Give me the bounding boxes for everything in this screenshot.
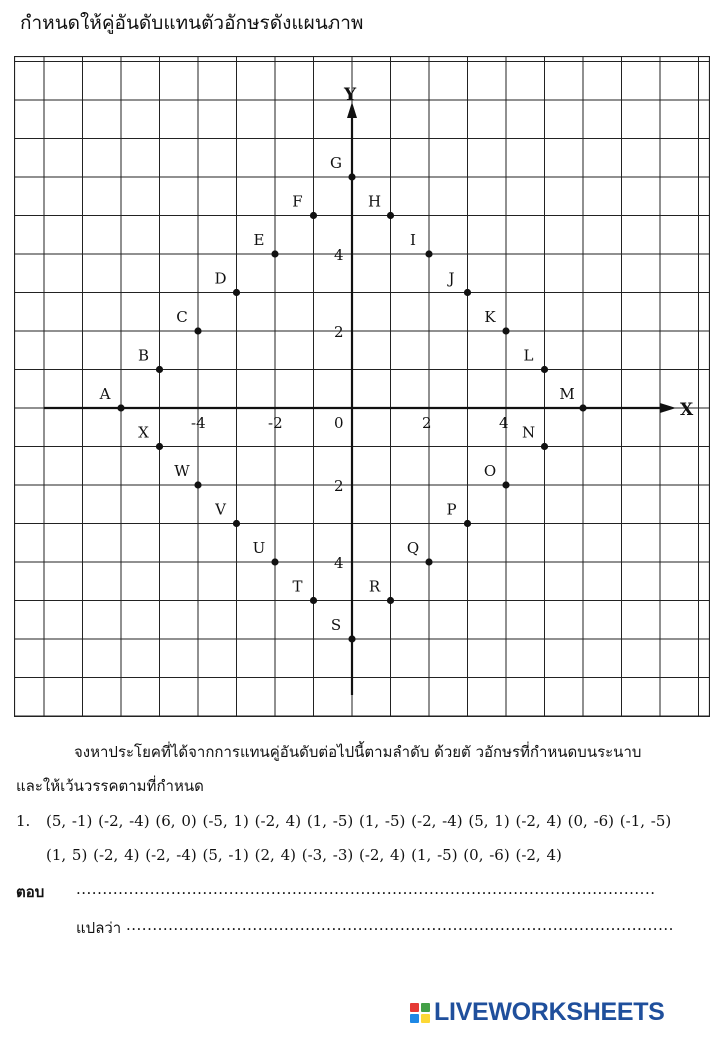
point-c [194, 327, 201, 334]
y-tick-label: 4 [334, 246, 344, 264]
point-l [541, 366, 548, 373]
point-label-j: J [448, 269, 455, 288]
page-title: กำหนดให้คู่อันดับแทนตัวอักษรดังแผนภาพ [20, 12, 364, 34]
point-label-i: I [410, 231, 416, 249]
point-label-p: P [446, 500, 457, 519]
point-b [156, 366, 163, 373]
y-tick-label: 4 [334, 554, 344, 572]
question-number: 1. [16, 812, 31, 830]
point-label-c: C [176, 308, 188, 326]
meaning-label: แปลว่า [76, 919, 122, 937]
point-s [348, 635, 355, 642]
point-label-b: B [137, 346, 150, 365]
point-d [233, 289, 240, 296]
question-coordinates-line-1: (5, -1) (-2, -4) (6, 0) (-5, 1) (-2, 4) (1, -5) (1, -5) (-2, -4) (5, 1) (-2, 4) (0, -6) (-1, -5) [46, 812, 672, 830]
coordinate-grid [14, 56, 710, 717]
point-label-u: U [252, 539, 266, 557]
instruction-line-2: และให้เว้นวรรคตามที่กำหนด [16, 777, 204, 795]
point-m [579, 404, 586, 411]
x-axis-label: X [680, 400, 694, 420]
point-label-k: K [484, 308, 496, 326]
point-g [348, 173, 355, 180]
point-label-r: R [368, 577, 381, 596]
point-n [541, 443, 548, 450]
point-x [156, 443, 163, 450]
point-t [310, 597, 317, 604]
meaning-input-line[interactable]: ........................................................................................................ [126, 916, 674, 934]
point-a [117, 404, 124, 411]
y-tick-label: 2 [334, 323, 344, 341]
point-label-m: M [559, 385, 575, 403]
point-v [233, 520, 240, 527]
y-axis-label: Y [344, 85, 357, 105]
logo-icon [410, 1003, 430, 1023]
point-u [271, 558, 278, 565]
x-tick-label: -2 [268, 414, 283, 432]
point-label-a: A [99, 385, 111, 403]
point-label-f: F [292, 192, 303, 211]
point-label-g: G [330, 154, 342, 172]
point-r [387, 597, 394, 604]
point-e [271, 250, 278, 257]
point-k [502, 327, 509, 334]
point-q [425, 558, 432, 565]
point-label-s: S [330, 616, 342, 634]
instruction-line-1: จงหาประโยคที่ได้จากการแทนคู่อันดับต่อไปนี้ตามลำดับ ด้วยตั วอักษรที่กำหนดบนระนาบ [74, 743, 642, 761]
coordinate-plane-chart [14, 56, 710, 717]
answer-input-line[interactable]: .............................................................................................................. [76, 880, 656, 898]
point-i [425, 250, 432, 257]
grid-border [15, 57, 710, 717]
point-f [310, 212, 317, 219]
liveworksheets-logo [410, 998, 665, 1027]
point-label-e: E [253, 231, 265, 249]
point-o [502, 481, 509, 488]
point-p [464, 520, 471, 527]
x-tick-label: 4 [499, 414, 509, 432]
point-label-x: X [138, 423, 149, 442]
x-tick-label: -4 [191, 414, 206, 432]
y-tick-label: 2 [334, 477, 344, 495]
point-label-l: L [523, 346, 534, 365]
logo-text: LIVEWORKSHEETS [434, 998, 665, 1026]
answer-label: ตอบ [16, 883, 45, 901]
point-label-d: D [214, 269, 227, 288]
point-label-t: T [292, 577, 303, 596]
point-label-h: H [367, 192, 382, 211]
x-tick-label: 2 [422, 414, 432, 432]
point-j [464, 289, 471, 296]
origin-label: 0 [334, 414, 344, 432]
point-label-v: V [215, 500, 226, 519]
point-label-w: W [174, 462, 190, 480]
x-axis-arrow [660, 403, 676, 413]
point-w [194, 481, 201, 488]
question-coordinates-line-2: (1, 5) (-2, 4) (-2, -4) (5, -1) (2, 4) (-3, -3) (-2, 4) (1, -5) (0, -6) (-2, 4) [46, 846, 562, 864]
point-h [387, 212, 394, 219]
point-label-n: N [521, 423, 536, 442]
point-label-q: Q [406, 539, 420, 557]
point-label-o: O [483, 462, 497, 480]
